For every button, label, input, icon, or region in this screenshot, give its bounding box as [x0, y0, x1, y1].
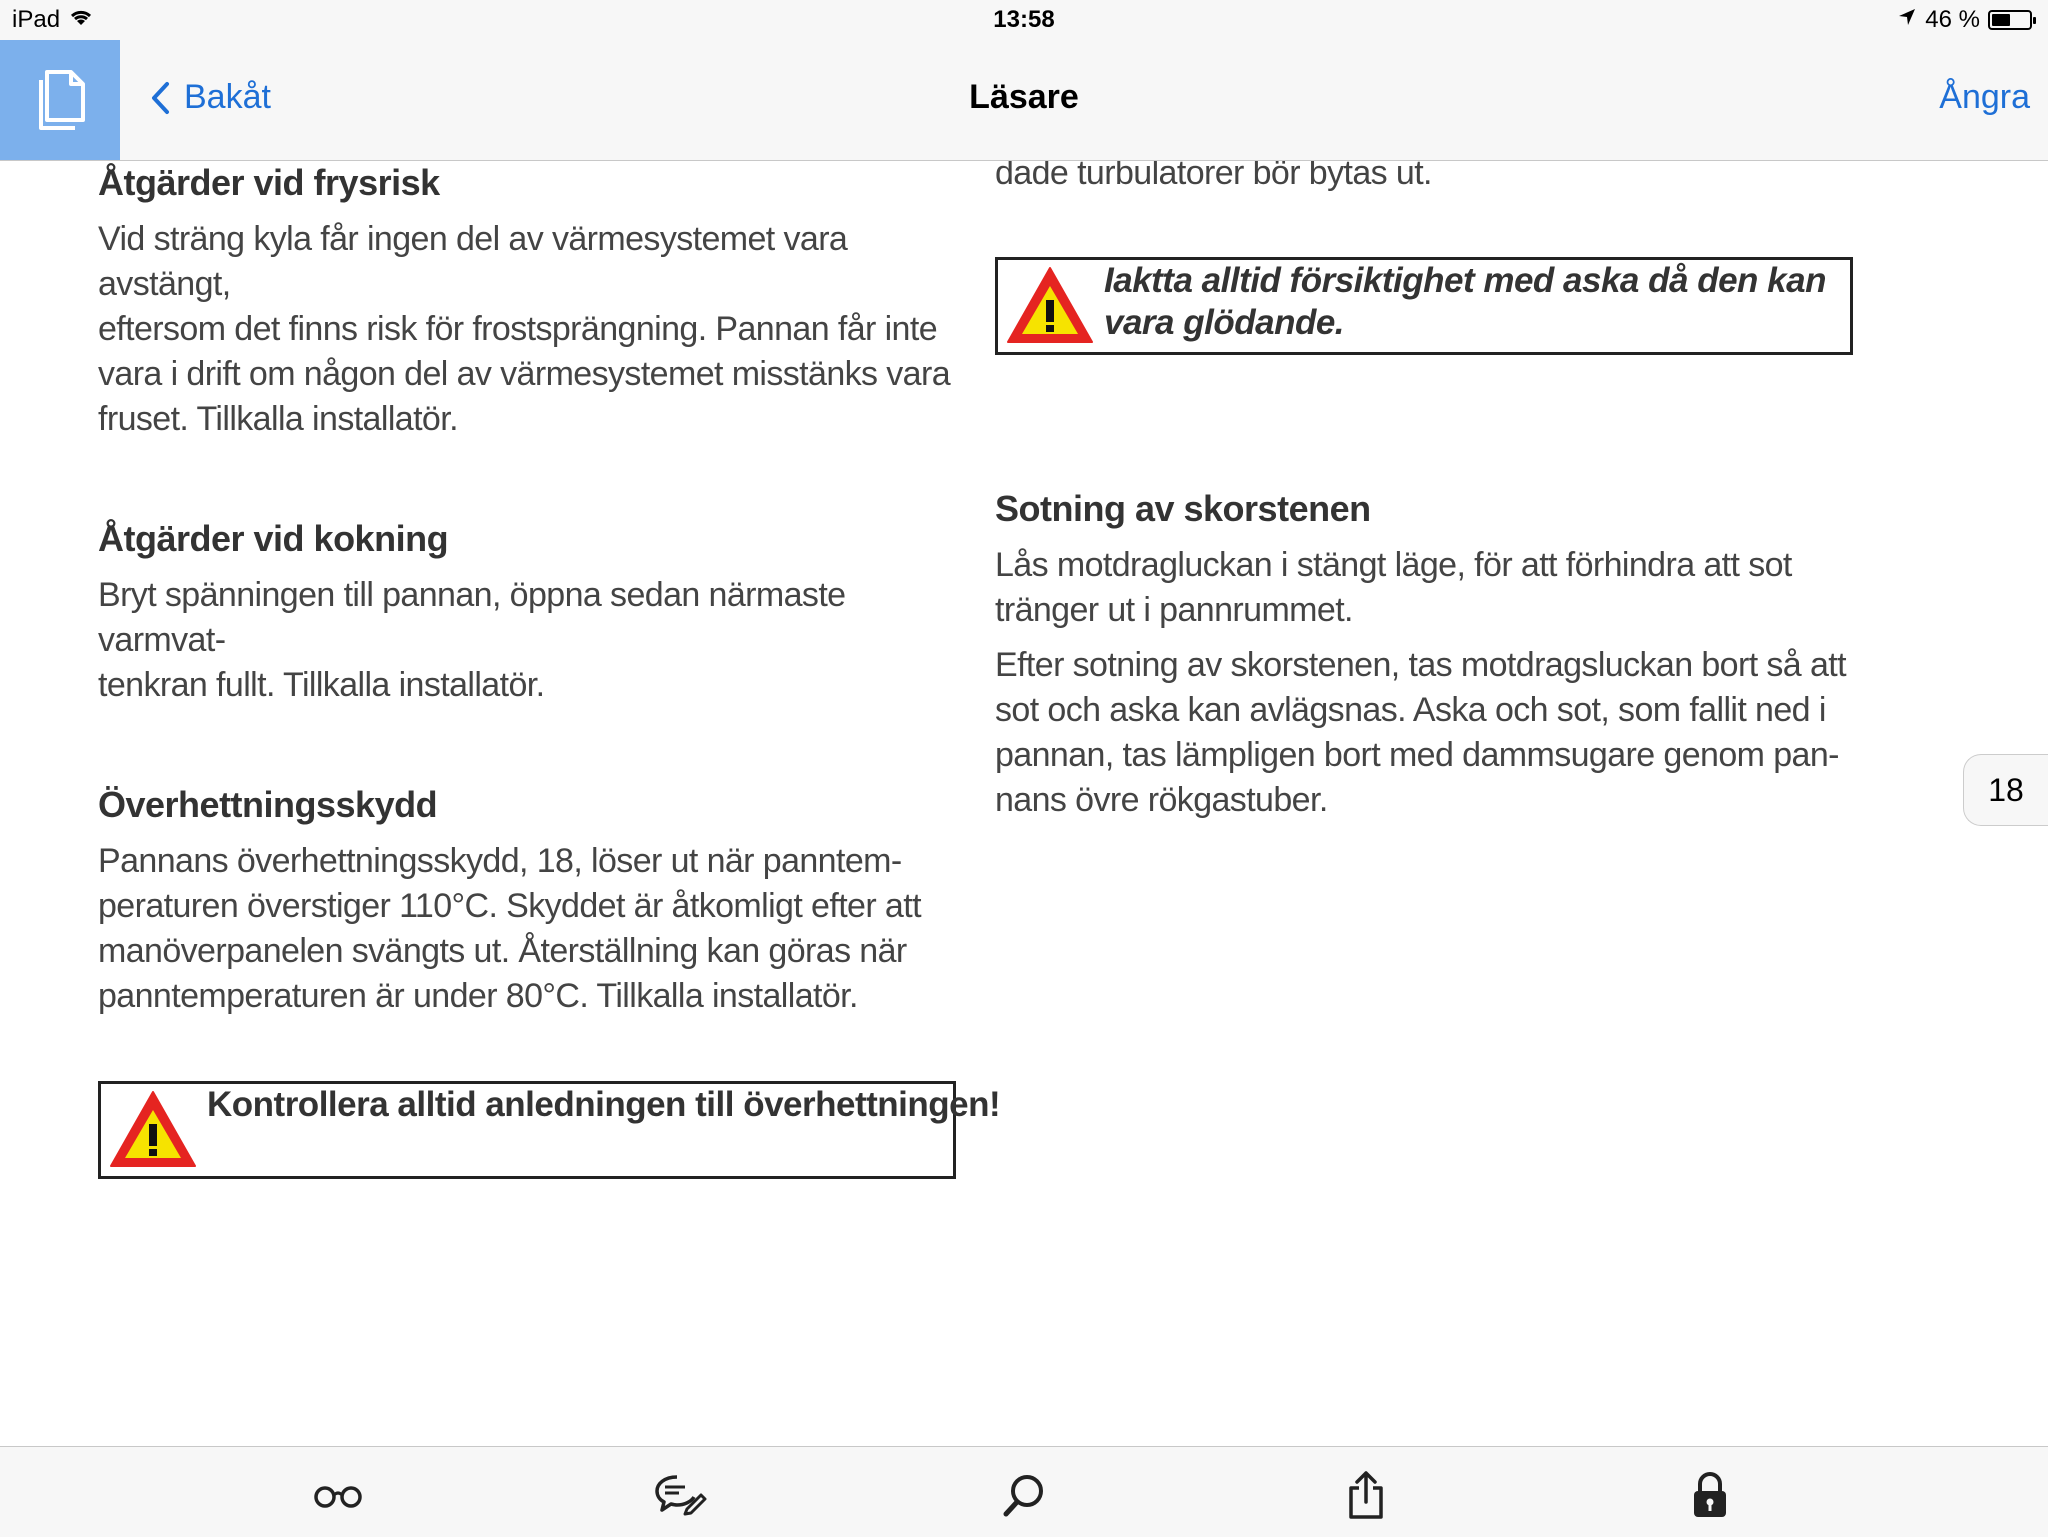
warning-text: Kontrollera alltid anledningen till överhettningen! [207, 1085, 1001, 1124]
reading-mode-button[interactable] [310, 1469, 366, 1521]
text-line: nans övre rökgastuber. [995, 781, 1328, 819]
warning-line: vara glödande. [1104, 303, 1345, 342]
section-chimney [995, 487, 1855, 823]
lock-icon [1690, 1471, 1730, 1519]
battery-icon [1988, 10, 2032, 30]
text-line: pannan, tas lämpligen bort med dammsugare genom pan- [995, 736, 1839, 774]
text-line: Efter sotning av skorstenen, tas motdragsluckan bort så att [995, 646, 1846, 684]
document-content [0, 161, 2048, 1446]
back-label: Bakåt [184, 78, 271, 116]
text-line: sot och aska kan avlägsnas. Aska och sot, som fallit ned i [995, 691, 1826, 729]
bottom-toolbar [0, 1446, 2048, 1537]
location-arrow-icon [1897, 6, 1917, 34]
lock-button[interactable] [1682, 1469, 1738, 1521]
warning-text [1104, 260, 1826, 344]
warning-box [995, 257, 1853, 355]
text-line: tenkran fullt. Tillkalla installatör. [98, 666, 545, 704]
warning-line: Iaktta alltid försiktighet med aska då den kan [1104, 261, 1826, 300]
section-heading: Sotning av skorstenen [995, 488, 1371, 529]
text-line: vara i drift om någon del av värmesystemet misstänks vara [98, 355, 951, 393]
share-icon [1346, 1470, 1386, 1520]
page-title: Läsare [969, 78, 1079, 116]
search-icon [1001, 1472, 1047, 1518]
undo-button[interactable]: Ångra [1939, 78, 2030, 116]
annotate-icon [653, 1473, 707, 1517]
warning-box [98, 1081, 1001, 1179]
section-boiling [98, 517, 958, 708]
page-number-tab[interactable]: 18 [1963, 754, 2048, 826]
warning-icon [107, 1088, 199, 1170]
section-overheat [98, 783, 958, 1019]
text-line: peraturen överstiger 110°C. Skyddet är åtkomligt efter att [98, 887, 921, 925]
status-time: 13:58 [993, 6, 1055, 33]
status-bar [0, 0, 2048, 40]
text-line: fruset. Tillkalla installatör. [98, 400, 458, 438]
text-line: dade turbulatorer bör bytas ut. [995, 161, 1432, 192]
share-button[interactable] [1338, 1469, 1394, 1521]
battery-percent: 46 % [1925, 6, 1980, 33]
text-line: manöverpanelen svängts ut. Återställning kan göras när [98, 932, 907, 970]
warning-icon [1004, 264, 1096, 346]
text-line: panntemperaturen är under 80°C. Tillkalla installatör. [98, 977, 858, 1015]
device-name: iPad [12, 6, 61, 33]
section-heading: Överhettningsskydd [98, 784, 438, 825]
reading-glasses-icon [312, 1480, 364, 1510]
text-line: tränger ut i pannrummet. [995, 591, 1353, 629]
section-heading: Åtgärder vid frysrisk [98, 162, 440, 203]
text-line: Pannans överhettningsskydd, 18, löser ut när panntem- [98, 842, 902, 880]
section-frost [98, 161, 958, 442]
search-button[interactable] [996, 1469, 1052, 1521]
text-line: Lås motdragluckan i stängt läge, för att förhindra att sot [995, 546, 1792, 584]
battery-fill [1992, 14, 2010, 26]
text-line: Bryt spänningen till pannan, öppna sedan närmaste varmvat- [98, 576, 846, 659]
annotate-button[interactable] [652, 1469, 708, 1521]
navigation-bar [0, 40, 2048, 161]
section-heading: Åtgärder vid kokning [98, 518, 449, 559]
text-line: Vid sträng kyla får ingen del av värmesystemet vara avstängt, [98, 220, 848, 303]
text-line: eftersom det finns risk för frostsprängning. Pannan får inte [98, 310, 938, 348]
status-right [1897, 6, 2032, 34]
